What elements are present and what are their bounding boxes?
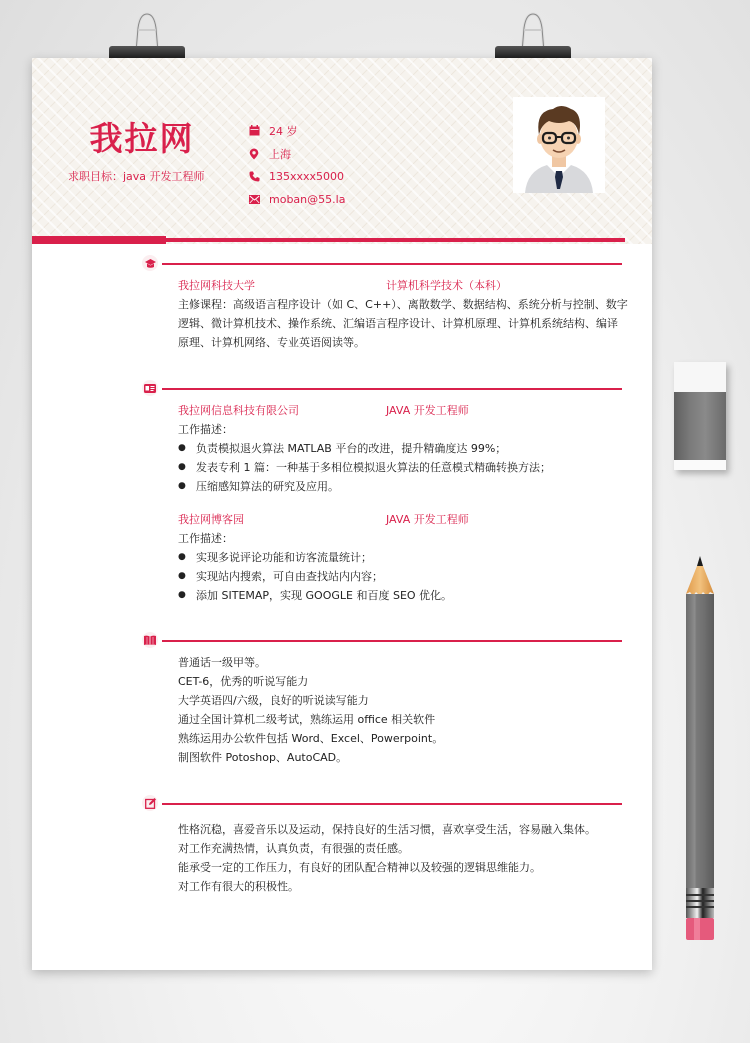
eraser-icon (674, 362, 726, 470)
skill-line: 大学英语四/六级，良好的听说读写能力 (178, 694, 369, 707)
experience-body (178, 401, 628, 605)
education-body (178, 276, 628, 352)
contact-email[interactable] (248, 188, 345, 211)
skill-line: 通过全国计算机二级考试，熟练运用 office 相关软件 (178, 713, 436, 726)
evaluation-line: 性格沉稳，喜爱音乐以及运动，保持良好的生活习惯，喜欢享受生活，容易融入集体。 (178, 823, 596, 836)
bullet-dot-icon: ● (178, 443, 186, 453)
id-card-icon (142, 380, 158, 396)
section-divider (162, 803, 622, 805)
job-desc-label: 工作描述： (178, 532, 233, 545)
graduation-cap-icon (142, 255, 158, 271)
job-title: JAVA 开发工程师 (386, 513, 469, 526)
job-title-row (178, 510, 628, 529)
edit-icon (142, 795, 158, 811)
company-name: 我拉网博客园 (178, 513, 244, 526)
courses-line: 原理、计算机网络、专业英语阅读等。 (178, 336, 365, 349)
skills-header (142, 634, 622, 648)
candidate-name: 我拉网 (89, 119, 195, 158)
contact-location (248, 142, 345, 165)
section-divider (162, 388, 622, 390)
bullet-dot-icon: ● (178, 481, 186, 491)
phone-text: 135xxxx5000 (269, 170, 345, 183)
mail-icon (248, 194, 260, 206)
job-bullet: ● 压缩感知算法的研究及应用。 (178, 477, 628, 496)
skill-line: 普通话一级甲等。 (178, 656, 266, 669)
job-entry (178, 510, 628, 605)
book-icon (142, 632, 158, 648)
job-bullet: ● 实现多说评论功能和访客流量统计； (178, 548, 628, 567)
courses-line: 主修课程：高级语言程序设计（如 C、C++）、离散数学、数据结构、系统分析与控制、数字 (178, 298, 628, 311)
location-text: 上海 (269, 147, 291, 161)
courses-line: 逻辑、微计算机技术、操作系统、汇编语言程序设计、计算机原理、计算机系统结构、编译 (178, 317, 618, 330)
email-text: moban@55.la (269, 193, 346, 206)
skill-line: 制图软件 Potoshop、AutoCAD。 (178, 751, 348, 764)
job-bullet: ● 实现站内搜索，可自由查找站内内容； (178, 567, 628, 586)
major-name: 计算机科学技术（本科） (386, 279, 507, 292)
job-title-row (178, 401, 628, 420)
experience-header (142, 382, 622, 396)
education-title-row (178, 276, 628, 295)
skills-section (142, 634, 622, 764)
company-name: 我拉网信息科技有限公司 (178, 404, 299, 417)
job-bullet: ● 负责模拟退火算法 MATLAB 平台的改进，提升精确度达 99%； (178, 439, 628, 458)
job-bullet: ● 发表专利 1 篇：一种基于多相位模拟退火算法的任意模式精确转换方法； (178, 458, 628, 477)
job-desc-label: 工作描述： (178, 423, 233, 436)
self-evaluation-body (178, 820, 628, 896)
bullet-dot-icon: ● (178, 552, 186, 562)
evaluation-line: 能承受一定的工作压力，有良好的团队配合精神以及较强的逻辑思维能力。 (178, 861, 541, 874)
self-evaluation-header (142, 797, 622, 811)
location-pin-icon (248, 148, 260, 160)
self-evaluation-section (142, 797, 622, 893)
skills-body (178, 653, 628, 767)
skill-line: 熟练运用办公软件包括 Word、Excel、Powerpoint。 (178, 732, 444, 745)
avatar-icon (513, 97, 605, 193)
bullet-dot-icon: ● (178, 462, 186, 472)
age-text: 24 岁 (269, 124, 298, 138)
profile-photo (513, 97, 605, 193)
pencil-icon (686, 556, 714, 942)
contact-phone[interactable] (248, 165, 345, 188)
evaluation-line: 对工作充满热情，认真负责，有很强的责任感。 (178, 842, 409, 855)
contact-list (248, 119, 345, 211)
header-divider-accent (32, 236, 166, 244)
bullet-dot-icon: ● (178, 590, 186, 600)
education-header (142, 257, 622, 271)
section-divider (162, 263, 622, 265)
bullet-dot-icon: ● (178, 571, 186, 581)
job-bullet: ● 添加 SITEMAP，实现 GOOGLE 和百度 SEO 优化。 (178, 586, 628, 605)
evaluation-line: 对工作有很大的积极性。 (178, 880, 299, 893)
skill-line: CET-6，优秀的听说写能力 (178, 675, 309, 688)
education-section (142, 257, 628, 349)
section-divider (162, 640, 622, 642)
job-entry (178, 401, 628, 496)
contact-age (248, 119, 345, 142)
phone-icon (248, 171, 260, 183)
job-title: JAVA 开发工程师 (386, 404, 469, 417)
school-name: 我拉网科技大学 (178, 279, 255, 292)
job-objective: 求职目标：java 开发工程师 (68, 170, 205, 183)
resume-paper (32, 58, 652, 970)
header-band (32, 58, 652, 244)
experience-section (142, 382, 622, 602)
calendar-icon (248, 125, 260, 137)
